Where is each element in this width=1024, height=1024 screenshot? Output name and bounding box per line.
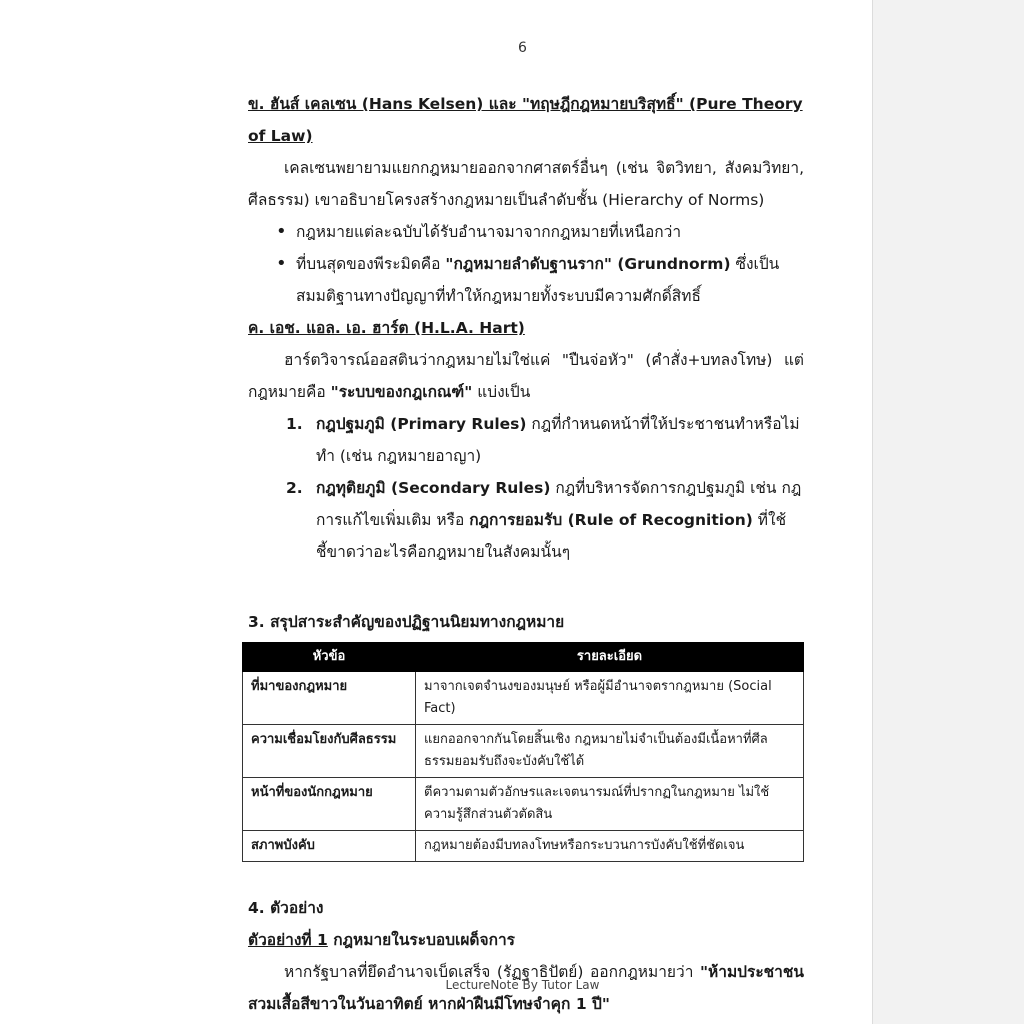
table-row (243, 831, 804, 862)
list-number: 1. (286, 415, 303, 433)
paragraph-text: แบ่งเป็น (472, 383, 531, 401)
table-row (243, 725, 804, 778)
list-text: กฎที่กำหนดหน้าที่ให้ประชาชนทำหรือไม่ทำ (เช่น กฎหมายอาญา) (316, 415, 800, 465)
table-row (243, 778, 804, 831)
table-cell-topic: สภาพบังคับ (243, 831, 416, 862)
table-cell-detail: ตีความตามตัวอักษรและเจตนารมณ์ที่ปรากฏในกฎหมาย ไม่ใช้ความรู้สึกส่วนตัวตัดสิน (416, 778, 804, 831)
list-bold-text: กฎปฐมภูมิ (Primary Rules) (316, 415, 527, 433)
bullet-text: กฎหมายแต่ละฉบับได้รับอำนาจมาจากกฎหมายที่เหนือกว่า (296, 223, 682, 241)
section-b-heading: ข. ฮันส์ เคลเซน (Hans Kelsen) และ "ทฤษฎีกฎหมายบริสุทธิ์" (Pure Theory of Law) (248, 95, 803, 145)
summary-table (242, 642, 804, 862)
paragraph-text: หากรัฐบาลที่ยึดอำนาจเบ็ดเสร็จ (รัฏฐาธิปัตย์) ออกกฎหมายว่า (284, 963, 700, 981)
list-bold-text: กฎทุติยภูมิ (Secondary Rules) (316, 479, 551, 497)
paragraph-bold-text: "ระบบของกฎเกณฑ์" (330, 383, 473, 401)
section-b-paragraph: เคลเซนพยายามแยกกฎหมายออกจากศาสตร์อื่นๆ (เช่น จิตวิทยา, สังคมวิทยา, ศีลธรรม) เขาอธิบายโครงสร้างกฎหมายเป็นลำดับชั้น (Hierarchy of Norms) (248, 159, 804, 209)
column-header-topic: หัวข้อ (243, 643, 416, 672)
bullet-item (296, 216, 804, 248)
list-number: 2. (286, 479, 303, 497)
list-text: ที่ใช้ชี้ขาดว่าอะไรคือกฎหมายในสังคมนั้นๆ (316, 511, 787, 561)
list-item (286, 408, 804, 472)
list-text: กฎที่บริหารจัดการกฎปฐมภูมิ เช่น กฎการแก้ไขเพิ่มเติม หรือ (316, 479, 802, 529)
table-cell-detail: แยกออกจากกันโดยสิ้นเชิง กฎหมายไม่จำเป็นต้องมีเนื้อหาที่ศีลธรรมยอมรับถึงจะบังคับใช้ได้ (416, 725, 804, 778)
bullet-bold-text: "กฎหมายลำดับฐานราก" (Grundnorm) (445, 255, 731, 273)
page-number: 6 (518, 40, 527, 56)
bullet-text: ซึ่งเป็นสมมติฐานทางปัญญาที่ทำให้กฎหมายทั้งระบบมีความศักดิ์สิทธิ์ (296, 255, 780, 305)
bullet-text: ที่บนสุดของพีระมิดคือ (296, 255, 446, 273)
table-header-row (243, 643, 804, 672)
section-4-heading: 4. ตัวอย่าง (248, 899, 324, 917)
list-item (286, 472, 804, 568)
section-3-heading: 3. สรุปสาระสำคัญของปฏิฐานนิยมทางกฎหมาย (248, 613, 565, 631)
example-heading (248, 924, 804, 956)
table-cell-detail: กฎหมายต้องมีบทลงโทษหรือกระบวนการบังคับใช้ที่ชัดเจน (416, 831, 804, 862)
example-label: ตัวอย่างที่ 1 (248, 931, 328, 949)
section-b-bullets (248, 216, 804, 312)
table-row (243, 672, 804, 725)
section-c-heading: ค. เอช. แอล. เอ. ฮาร์ต (H.L.A. Hart) (248, 319, 525, 337)
section-c-list (248, 408, 804, 568)
example-title: กฎหมายในระบอบเผด็จการ (327, 931, 515, 949)
table-cell-detail: มาจากเจตจำนงของมนุษย์ หรือผู้มีอำนาจตรากฎหมาย (Social Fact) (416, 672, 804, 725)
table-cell-topic: หน้าที่ของนักกฎหมาย (243, 778, 416, 831)
list-bold-text: กฎการยอมรับ (Rule of Recognition) (469, 511, 753, 529)
bullet-item (296, 248, 804, 312)
paragraph-bold-text: "ห้ามประชาชนสวมเสื้อสีขาวในวันอาทิตย์ หากฝ่าฝืนมีโทษจำคุก 1 ปี" (248, 963, 804, 1013)
table-cell-topic: ความเชื่อมโยงกับศีลธรรม (243, 725, 416, 778)
page-content (248, 88, 804, 1020)
section-c-paragraph (248, 344, 804, 408)
table-cell-topic: ที่มาของกฎหมาย (243, 672, 416, 725)
column-header-detail: รายละเอียด (416, 643, 804, 672)
page-footer: LectureNote By Tutor Law (445, 978, 600, 992)
paragraph-text: ฮาร์ตวิจารณ์ออสตินว่ากฎหมายไม่ใช่แค่ "ปืนจ่อหัว" (คำสั่ง+บทลงโทษ) แต่กฎหมายคือ (248, 351, 804, 401)
